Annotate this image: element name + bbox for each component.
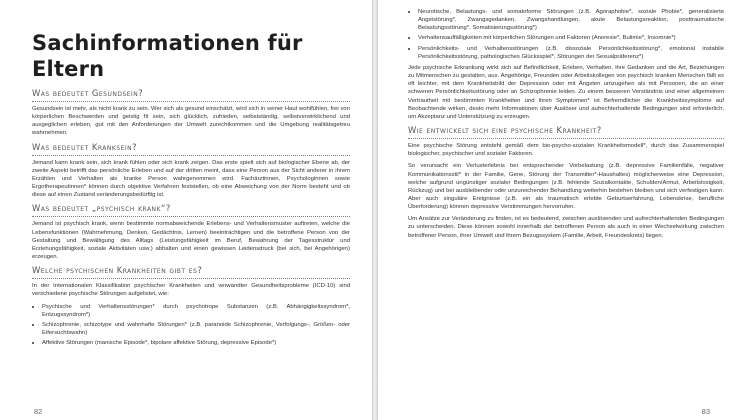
paragraph-krankheitsmodell: Eine psychische Störung entsteht gemäß dem bio-psycho-sozialen Krankheitsmodell*, durch das Zusammenspiel biologischer, psychischer und sozialer Faktoren. — [408, 143, 724, 158]
dotted-divider — [32, 155, 350, 156]
section-heading-krankheiten: Welche psychischen Krankheiten gibt es? — [32, 265, 203, 276]
paragraph-psychisch-krank: Jemand ist psychisch krank, wenn bestimmte normabweichende Erlebens- und Verhaltensmuster auftreten, welche die Lebensfunktionen (Wahrnehmung, Denken, Gedächtnis, Lernen) beeinträchtigen und die betroffene Person von der Gestaltung und Bewältigung des Alltags (Leistungsfähigkeit im Beruf, Bewahrung der Tagesstruktur und Erziehungsfähigkeit, soziale Aktivitäten usw.) abhalten und einen gewissen Leidensdruck (bei sich, bei Angehörigen) erzeugen. — [32, 221, 350, 261]
section-heading-kranksein: Was bedeutet Kranksein? — [32, 141, 138, 152]
page-number: 83 — [701, 407, 710, 416]
list-item: • Schizophrenie, schizotype und wahnhafte Störungen* (z.B. paranoide Schizophrenie, Verfolgungs-, Größen- oder Eifersuchtswahn) — [42, 321, 350, 337]
disorder-list-left — [32, 303, 350, 348]
paragraph-erkrankung: Jede psychische Erkrankung wirkt sich auf Befindlichkeit, Erleben, Verhalten, ihre Gedanken und die Art, Beziehungen zu Mitmenschen zu gestalten, aus. Angehörige, Freunden oder Arbeitskollegen von psychisch kranken Menschen fällt es oft leichter, mit dem Krankheitsbild der Depression oder mit Ängsten umzugehen als mit Personen, die an einer schweren Persönlichkeitsstörung oder an Schizophrenie leiden. Zu einem besseren Verständnis und einer allgemeinen Vertrautheit mit bestimmten Krankheiten und ihren Symptomen* ist Befremdlicher die Krankheitssymptome auf Beobachtende wirken, desto mehr Informationen über Auslöser und aufrechterhaltende Bedingungen sind erforderlich, um Akzeptanz und Unterstützung zu erzeugen. — [408, 64, 724, 120]
dotted-divider — [408, 138, 724, 139]
paragraph-kranksein: Jemand kann krank sein, sich krank fühlen oder sich krank zeigen. Das erste spielt sich auf biologischer Ebene ab, der zweite Aspekt betrifft das persönliche Erleben und auf der dritten meint, dass eine Person aus der Sicht anderer in ihrem Erzählen und Verhalten als kranke Person wahrgenommen wird. Fachärztinnen, Psychologinnen sowie Ergotherapeutinnen* können durch objektive Verfahren feststellen, ob eine Abweichung von der Norm besteht und ob diese auf einen Zustand veränderungsbedürftig ist. — [32, 159, 350, 199]
section-heading-gesundsein: Was bedeutet Gesundsein? — [32, 88, 144, 98]
list-item: • Verhaltensauffälligkeiten mit körperlichen Störungen und Faktoren (Anorexie*, Bulimie*, Insomnie*) — [418, 34, 724, 42]
list-item: • Affektive Störungen (manische Episode*, bipolare affektive Störung, depressive Episode*) — [42, 339, 350, 347]
section-heading-psychisch-krank: Was bedeutet „psychisch krank“? — [32, 203, 171, 214]
section-heading-entwicklung: Wie entwickelt sich eine psychische Krankheit? — [408, 125, 602, 136]
page-number: 82 — [34, 407, 43, 416]
paragraph-verlusterlebnis: So verursacht ein Verlusterlebnis bei entsprechender Vorbelastung (z.B. depressive Familienfälle, negativer Kommunikationsstil* in der Familie, Gene, Störung der Transmitter*-Haushaltes) möglicherweise eine Depression, welche aufgrund ungünstiger sozialer Bedingungen (z.B. fehlende Sozialkontakte, Schulden/Armut, Arbeitslosigkeit, Rückzug) und bei ausbleibender oder unzureichender Behandlung weiterhin bestehen bleiben und sich verfestigen kann. Aber auch singuläre Ereignisse (z.B. ein als traumatisch erlebte Geburtserfahrung, Lebenskrise, berufliche Überforderung) können depressive Verstimmungen hervorrufen. — [408, 163, 724, 211]
disorder-list-right — [408, 8, 724, 61]
list-item: • Psychische und Verhaltensstörungen* durch psychotrope Substanzen (z.B. Abhängigkeitssyndrom*, Entzugssyndrom*) — [42, 303, 350, 319]
paragraph-gesundsein: Gesundsein ist mehr, als nicht krank zu sein. Wer sich als gesund einschätzt, wird sich in seiner Haut wohlfühlen, frei von körperlichen Beschwerden und geistig fit sein, sich glücklich, zufrieden, selbstständig, selbstverwirklichend und ausgeglichen erleben, gut mit den Anforderungen der Umwelt zurechtkommen und die Umgebung realitätsgetreu wahrnehmen. — [32, 106, 350, 137]
page-title: Sachinformationen für Eltern — [32, 31, 303, 81]
paragraph-ansaetze: Um Ansätze zur Veränderung zu finden, ist es bedeutend, zwischen auslösenden und aufrechterhaltenden Bedingungen zu unterscheiden. Diese können sowohl innerhalb der betroffenen Person als auch in einer Wechselwirkung zwischen betroffener Person, ihrer Umwelt und ihrem Bezugssystem (Familie, Arbeit, Freundeskreis) liegen. — [408, 216, 724, 239]
list-item: • Persönlichkeits- und Verhaltensstörungen (z.B. dissoziale Persönlichkeitsstörung*, emotional instabile Persönlichkeitsstörung, pathologisches Glücksspiel*, Störungen der Sexualpräferenz*) — [418, 45, 724, 61]
dotted-divider — [32, 278, 350, 279]
dotted-divider — [32, 216, 350, 217]
left-page — [0, 0, 372, 420]
dotted-divider — [32, 101, 350, 102]
paragraph-icd10: In der Internationalen Klassifikation psychischer Krankheiten und verwandter Gesundheitsprobleme (ICD-10) sind verschiedene psychische Störungen aufgelistet, wie: — [32, 283, 350, 298]
right-page — [378, 0, 750, 420]
list-item: • Neurotische, Belastungs- und somatoforme Störungen (z.B. Agoraphobie*, soziale Phobie*, generalisierte Angststörung*, Zwangsgedanken, Zwangshandlungen, akute Belastungsreaktion, posttraumatische Belastungsstörung*, Somatisierungsstörung*) — [418, 8, 724, 32]
